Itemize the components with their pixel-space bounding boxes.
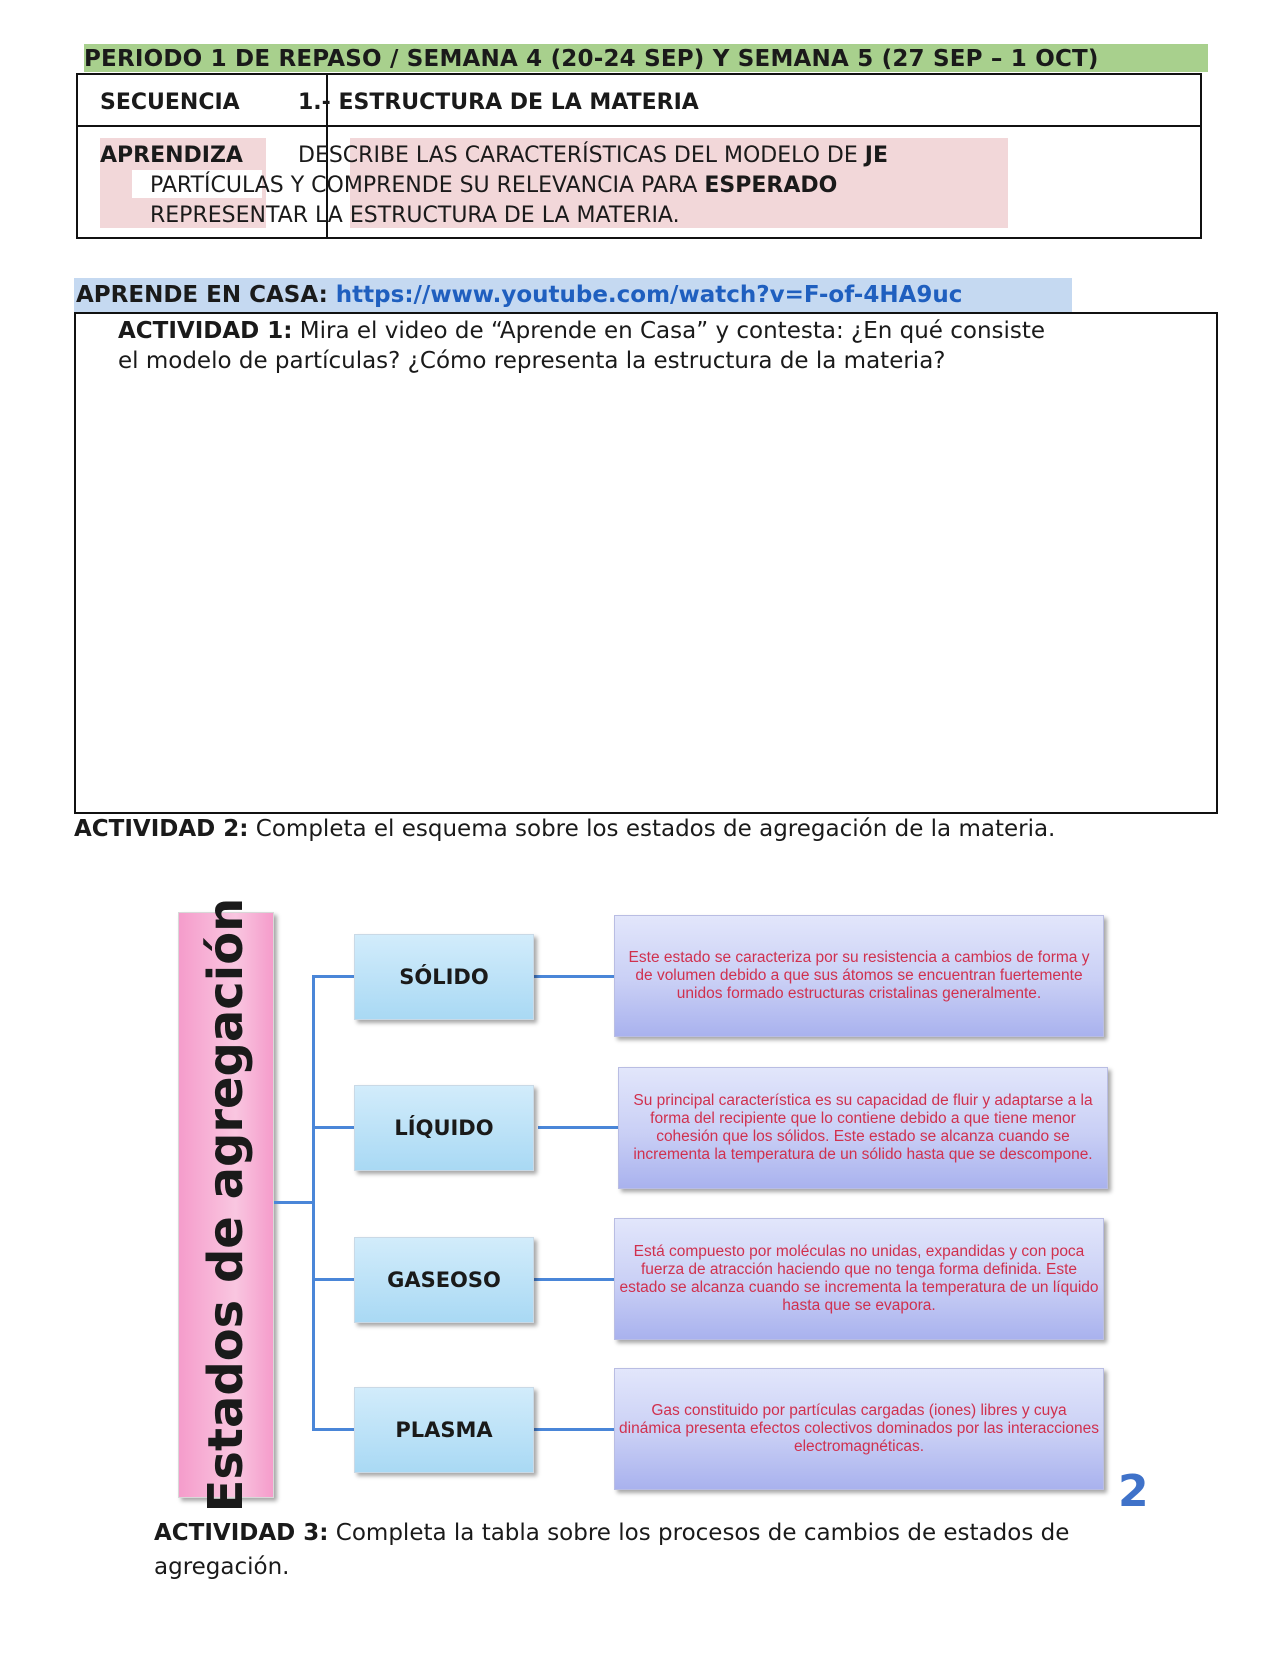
connector-line [312, 1126, 354, 1129]
table-divider [76, 125, 1202, 127]
connector-line [534, 1428, 614, 1431]
actividad-2-instruction [74, 816, 1055, 842]
description-plasma: Gas constituido por partículas cargadas (iones) libres y cuya dinámica presenta efectos colectivos dominados por las interacciones electromagnéticas. [614, 1368, 1104, 1490]
aprendizaje-text-end: ESPERADO [704, 173, 838, 198]
aprendizaje-text: DESCRIBE LAS CARACTERÍSTICAS DEL MODELO DE [298, 143, 858, 168]
connector-line [534, 975, 614, 978]
description-gaseoso: Está compuesto por moléculas no unidas, expandidas y con poca fuerza de atracción haciendo que no tenga forma definida. Este estado se alcanza cuando se incrementa la temperatura de un líquido hasta que se evapora. [614, 1218, 1104, 1340]
secuencia-label: SECUENCIA [100, 90, 240, 115]
description-solido: Este estado se caracteriza por su resistencia a cambios de forma y de volumen debido a que sus átomos se encuentran fuertemente unidos formado estructuras cristalinas generalmente. [614, 915, 1104, 1037]
aprendizaje-line-3: REPRESENTAR LA ESTRUCTURA DE LA MATERIA. [150, 203, 680, 228]
aprende-label: APRENDE EN CASA: [76, 282, 328, 308]
description-liquido: Su principal característica es su capacidad de fluir y adaptarse a la forma del recipiente que lo contiene debido a que tiene menor cohesión que los sólidos. Este estado se alcanza cuando se incrementa la temperatura de un sólido hasta que se descompone. [618, 1067, 1108, 1189]
connector-line [312, 1428, 354, 1431]
aprendizaje-text: PARTÍCULAS Y COMPRENDE SU RELEVANCIA PARA [150, 173, 698, 198]
state-liquido: LÍQUIDO [354, 1085, 534, 1171]
actividad-1-label: ACTIVIDAD 1: [118, 318, 293, 344]
secuencia-value: 1.- ESTRUCTURA DE LA MATERIA [298, 90, 699, 115]
page-number: 2 [1118, 1466, 1149, 1517]
aprendizaje-line-2 [150, 173, 837, 198]
page-title: PERIODO 1 DE REPASO / SEMANA 4 (20-24 SEP) Y SEMANA 5 (27 SEP – 1 OCT) [84, 46, 1099, 72]
video-link[interactable]: https://www.youtube.com/watch?v=F-of-4HA9uc [335, 282, 963, 308]
aprendizaje-label: APRENDIZA [100, 143, 243, 168]
connector-line [534, 1278, 614, 1281]
aprende-en-casa [76, 282, 962, 308]
aprendizaje-line-1 [298, 143, 888, 168]
aprendizaje-text-end: JE [864, 143, 888, 168]
actividad-3-label: ACTIVIDAD 3: [154, 1520, 329, 1546]
actividad-2-label: ACTIVIDAD 2: [74, 816, 249, 842]
diagram-title: Estados de agregación [198, 897, 254, 1513]
actividad-2-text: Completa el esquema sobre los estados de agregación de la materia. [255, 816, 1056, 842]
state-gaseoso: GASEOSO [354, 1237, 534, 1323]
estados-diagram [178, 897, 1118, 1513]
state-solido: SÓLIDO [354, 934, 534, 1020]
connector-line [538, 1126, 618, 1129]
state-plasma: PLASMA [354, 1387, 534, 1473]
actividad-3-instruction [154, 1516, 1134, 1584]
connector-line [312, 975, 315, 1429]
actividad-3-text: Completa la tabla sobre los procesos de cambios de estados de agregación. [154, 1520, 1070, 1580]
actividad-1-text: Mira el video de “Aprende en Casa” y contesta: ¿En qué consiste [299, 318, 1046, 344]
connector-line [312, 1278, 354, 1281]
connector-line [274, 1201, 312, 1204]
actividad-1-line-1 [118, 318, 1045, 344]
connector-line [312, 975, 354, 978]
actividad-1-line-2: el modelo de partículas? ¿Cómo representa la estructura de la materia? [118, 348, 946, 374]
actividad-1-answer-box[interactable] [74, 312, 1218, 814]
